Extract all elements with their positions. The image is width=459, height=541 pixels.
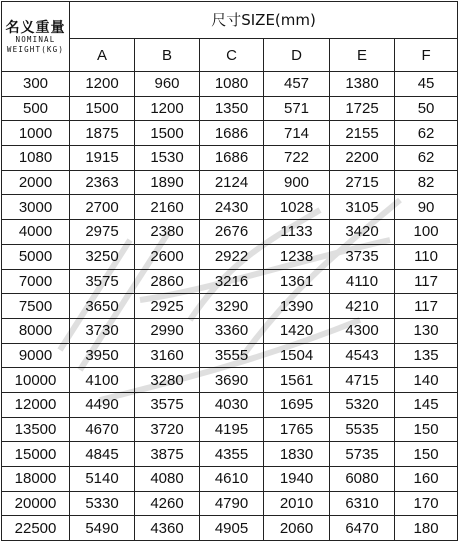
dimension-cell-c: 4905 (200, 516, 264, 541)
column-header-d: D (264, 39, 330, 72)
dimension-cell-b: 3280 (135, 368, 200, 393)
dimension-cell-e: 2715 (330, 170, 395, 195)
column-header-b: B (135, 39, 200, 72)
dimension-cell-a: 3575 (70, 269, 135, 294)
dimension-cell-c: 2124 (200, 170, 264, 195)
dimension-cell-f: 150 (395, 442, 458, 467)
dimension-cell-e: 1725 (330, 96, 395, 121)
size-header: 尺寸SIZE(mm) (70, 2, 458, 39)
table-row (2, 269, 458, 294)
nominal-weight-cell: 12000 (2, 392, 70, 417)
dimension-cell-e: 3735 (330, 244, 395, 269)
dimension-cell-f: 100 (395, 220, 458, 245)
dimension-cell-e: 2200 (330, 146, 395, 171)
nominal-weight-cell: 8000 (2, 318, 70, 343)
nominal-weight-cell: 9000 (2, 343, 70, 368)
dimension-cell-a: 3730 (70, 318, 135, 343)
dimension-cell-e: 4715 (330, 368, 395, 393)
nominal-weight-cell: 13500 (2, 417, 70, 442)
dimension-cell-a: 2700 (70, 195, 135, 220)
dimension-cell-c: 1350 (200, 96, 264, 121)
dimension-cell-e: 2155 (330, 121, 395, 146)
table-row (2, 72, 458, 97)
dimension-cell-d: 2060 (264, 516, 330, 541)
dimension-cell-b: 4080 (135, 467, 200, 492)
dimension-cell-c: 3360 (200, 318, 264, 343)
dimension-cell-d: 1390 (264, 294, 330, 319)
dimension-cell-a: 5140 (70, 467, 135, 492)
dimension-cell-e: 3105 (330, 195, 395, 220)
dimension-cell-f: 135 (395, 343, 458, 368)
table-row (2, 467, 458, 492)
column-header-f: F (395, 39, 458, 72)
nominal-weight-cell: 2000 (2, 170, 70, 195)
dimension-cell-b: 1530 (135, 146, 200, 171)
nominal-weight-label-en-1: NOMINAL (15, 34, 56, 44)
dimension-cell-b: 3575 (135, 392, 200, 417)
nominal-weight-cell: 20000 (2, 491, 70, 516)
dimension-cell-f: 145 (395, 392, 458, 417)
dimension-cell-b: 1500 (135, 121, 200, 146)
dimension-cell-c: 2430 (200, 195, 264, 220)
dimension-cell-e: 4210 (330, 294, 395, 319)
dimension-cell-a: 4490 (70, 392, 135, 417)
dimension-cell-c: 4790 (200, 491, 264, 516)
nominal-weight-cell: 3000 (2, 195, 70, 220)
dimension-cell-e: 6080 (330, 467, 395, 492)
dimension-cell-b: 960 (135, 72, 200, 97)
anchor-size-table (1, 1, 458, 541)
dimension-cell-a: 1200 (70, 72, 135, 97)
dimension-cell-b: 2990 (135, 318, 200, 343)
dimension-cell-c: 3216 (200, 269, 264, 294)
dimension-cell-e: 6310 (330, 491, 395, 516)
table-row (2, 146, 458, 171)
dimension-cell-b: 2860 (135, 269, 200, 294)
table-row (2, 392, 458, 417)
column-header-c: C (200, 39, 264, 72)
dimension-cell-b: 4260 (135, 491, 200, 516)
dimension-cell-a: 3950 (70, 343, 135, 368)
nominal-weight-cell: 4000 (2, 220, 70, 245)
dimension-cell-c: 3555 (200, 343, 264, 368)
nominal-weight-cell: 1000 (2, 121, 70, 146)
nominal-weight-cell: 10000 (2, 368, 70, 393)
dimension-cell-b: 1200 (135, 96, 200, 121)
dimension-cell-f: 82 (395, 170, 458, 195)
dimension-cell-a: 3250 (70, 244, 135, 269)
dimension-cell-f: 50 (395, 96, 458, 121)
nominal-weight-cell: 300 (2, 72, 70, 97)
table-row (2, 442, 458, 467)
nominal-weight-cell: 500 (2, 96, 70, 121)
dimension-cell-e: 5320 (330, 392, 395, 417)
dimension-cell-d: 1504 (264, 343, 330, 368)
dimension-cell-a: 4100 (70, 368, 135, 393)
dimension-cell-c: 1686 (200, 146, 264, 171)
table-row (2, 244, 458, 269)
dimension-cell-f: 45 (395, 72, 458, 97)
dimension-cell-e: 3420 (330, 220, 395, 245)
dimension-cell-b: 3720 (135, 417, 200, 442)
nominal-weight-cell: 5000 (2, 244, 70, 269)
dimension-cell-b: 3875 (135, 442, 200, 467)
dimension-cell-d: 714 (264, 121, 330, 146)
dimension-cell-d: 2010 (264, 491, 330, 516)
header-row-columns (2, 39, 458, 72)
dimension-cell-b: 1890 (135, 170, 200, 195)
corner-header (2, 2, 70, 72)
nominal-weight-cell: 7500 (2, 294, 70, 319)
dimension-cell-c: 4610 (200, 467, 264, 492)
table-row (2, 516, 458, 541)
dimension-cell-f: 117 (395, 269, 458, 294)
dimension-cell-d: 1830 (264, 442, 330, 467)
dimension-cell-e: 6470 (330, 516, 395, 541)
table-row (2, 318, 458, 343)
nominal-weight-label-en-2: WEIGHT(KG) (6, 44, 65, 54)
dimension-cell-d: 900 (264, 170, 330, 195)
table-row (2, 170, 458, 195)
dimension-cell-d: 1561 (264, 368, 330, 393)
dimension-cell-a: 1875 (70, 121, 135, 146)
dimension-cell-b: 2380 (135, 220, 200, 245)
dimension-cell-f: 160 (395, 467, 458, 492)
dimension-cell-e: 4110 (330, 269, 395, 294)
dimension-cell-a: 2975 (70, 220, 135, 245)
dimension-cell-a: 5330 (70, 491, 135, 516)
nominal-weight-cell: 22500 (2, 516, 70, 541)
column-header-a: A (70, 39, 135, 72)
dimension-cell-e: 4300 (330, 318, 395, 343)
dimension-cell-b: 2925 (135, 294, 200, 319)
nominal-weight-label-zh: 名义重量 (5, 19, 66, 36)
dimension-cell-f: 180 (395, 516, 458, 541)
header-row-title (2, 2, 458, 39)
dimension-cell-e: 5535 (330, 417, 395, 442)
dimension-cell-d: 1238 (264, 244, 330, 269)
dimension-cell-a: 4845 (70, 442, 135, 467)
dimension-cell-d: 1765 (264, 417, 330, 442)
table-row (2, 195, 458, 220)
dimension-cell-b: 2600 (135, 244, 200, 269)
table-row (2, 368, 458, 393)
dimension-cell-c: 1686 (200, 121, 264, 146)
dimension-cell-f: 90 (395, 195, 458, 220)
column-header-e: E (330, 39, 395, 72)
dimension-cell-b: 2160 (135, 195, 200, 220)
dimension-cell-c: 4030 (200, 392, 264, 417)
dimension-cell-e: 5735 (330, 442, 395, 467)
nominal-weight-cell: 18000 (2, 467, 70, 492)
dimension-cell-e: 4543 (330, 343, 395, 368)
dimension-cell-f: 150 (395, 417, 458, 442)
dimension-cell-d: 1420 (264, 318, 330, 343)
dimension-cell-c: 3690 (200, 368, 264, 393)
dimension-cell-d: 1028 (264, 195, 330, 220)
nominal-weight-cell: 15000 (2, 442, 70, 467)
dimension-cell-c: 3290 (200, 294, 264, 319)
dimension-cell-f: 110 (395, 244, 458, 269)
dimension-cell-f: 140 (395, 368, 458, 393)
dimension-cell-c: 2922 (200, 244, 264, 269)
dimension-cell-d: 1695 (264, 392, 330, 417)
dimension-cell-d: 722 (264, 146, 330, 171)
table-row (2, 491, 458, 516)
dimension-cell-c: 1080 (200, 72, 264, 97)
dimension-cell-f: 170 (395, 491, 458, 516)
dimension-cell-f: 117 (395, 294, 458, 319)
dimension-cell-f: 130 (395, 318, 458, 343)
dimension-cell-b: 3160 (135, 343, 200, 368)
dimension-cell-a: 5490 (70, 516, 135, 541)
dimension-cell-a: 4670 (70, 417, 135, 442)
dimension-cell-c: 2676 (200, 220, 264, 245)
dimension-cell-b: 4360 (135, 516, 200, 541)
nominal-weight-cell: 7000 (2, 269, 70, 294)
dimension-cell-c: 4195 (200, 417, 264, 442)
dimension-cell-c: 4355 (200, 442, 264, 467)
dimension-cell-d: 1361 (264, 269, 330, 294)
table-row (2, 121, 458, 146)
table-row (2, 220, 458, 245)
dimension-cell-f: 62 (395, 121, 458, 146)
dimension-cell-d: 457 (264, 72, 330, 97)
nominal-weight-cell: 1080 (2, 146, 70, 171)
dimension-cell-a: 2363 (70, 170, 135, 195)
dimension-cell-d: 571 (264, 96, 330, 121)
dimension-cell-a: 3650 (70, 294, 135, 319)
dimension-cell-a: 1500 (70, 96, 135, 121)
dimension-cell-f: 62 (395, 146, 458, 171)
table-row (2, 417, 458, 442)
dimension-cell-d: 1133 (264, 220, 330, 245)
table-row (2, 343, 458, 368)
table-row (2, 294, 458, 319)
table-row (2, 96, 458, 121)
dimension-cell-e: 1380 (330, 72, 395, 97)
dimension-cell-a: 1915 (70, 146, 135, 171)
dimension-cell-d: 1940 (264, 467, 330, 492)
